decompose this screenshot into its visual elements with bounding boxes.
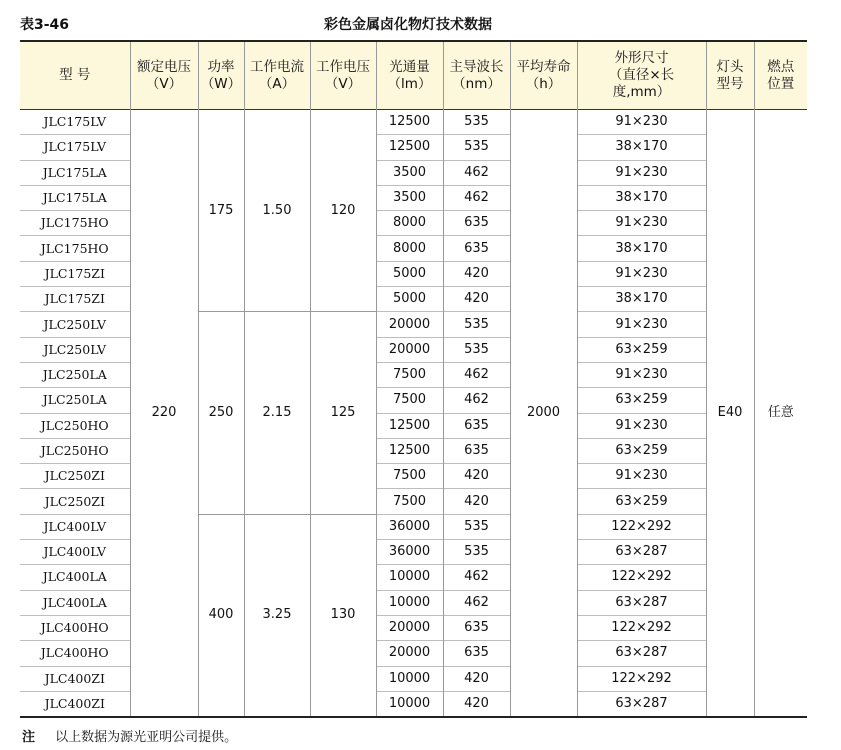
working-voltage-cell: 130 xyxy=(310,514,376,716)
note-label: 注 xyxy=(22,730,36,745)
flux-cell: 36000 xyxy=(376,540,443,565)
wavelength-cell: 535 xyxy=(443,312,510,337)
flux-cell: 8000 xyxy=(376,236,443,261)
dimensions-cell: 91×230 xyxy=(577,362,706,387)
wavelength-cell: 535 xyxy=(443,514,510,539)
model-cell: JLC175HO xyxy=(20,236,130,261)
working-voltage-cell: 125 xyxy=(310,312,376,514)
dimensions-cell: 63×259 xyxy=(577,337,706,362)
flux-cell: 36000 xyxy=(376,514,443,539)
header-flux: 光通量 （lm） xyxy=(376,42,443,110)
model-cell: JLC175ZI xyxy=(20,261,130,286)
wavelength-cell: 462 xyxy=(443,565,510,590)
burning-position-cell: 任意 xyxy=(754,110,807,717)
wavelength-cell: 420 xyxy=(443,666,510,691)
life-cell: 2000 xyxy=(510,110,577,717)
flux-cell: 12500 xyxy=(376,413,443,438)
note-text: 以上数据为源光亚明公司提供。 xyxy=(55,730,238,745)
header-wavelength: 主导波长 （nm） xyxy=(443,42,510,110)
model-cell: JLC400ZI xyxy=(20,691,130,716)
wavelength-cell: 535 xyxy=(443,110,510,135)
dimensions-cell: 63×287 xyxy=(577,590,706,615)
current-cell: 2.15 xyxy=(244,312,310,514)
flux-cell: 10000 xyxy=(376,590,443,615)
flux-cell: 10000 xyxy=(376,666,443,691)
dimensions-cell: 91×230 xyxy=(577,464,706,489)
model-cell: JLC175LA xyxy=(20,160,130,185)
dimensions-cell: 38×170 xyxy=(577,236,706,261)
model-cell: JLC400LA xyxy=(20,565,130,590)
header-rated-voltage: 额定电压 （V） xyxy=(130,42,198,110)
wavelength-cell: 635 xyxy=(443,438,510,463)
header-row xyxy=(20,42,807,110)
dimensions-cell: 38×170 xyxy=(577,135,706,160)
table-title: 彩色金属卤化物灯技术数据 xyxy=(324,17,492,33)
current-cell: 3.25 xyxy=(244,514,310,716)
header-model: 型 号 xyxy=(20,42,130,110)
wavelength-cell: 535 xyxy=(443,337,510,362)
header-current: 工作电流 （A） xyxy=(244,42,310,110)
flux-cell: 7500 xyxy=(376,362,443,387)
table-caption xyxy=(20,14,807,36)
wavelength-cell: 635 xyxy=(443,615,510,640)
model-cell: JLC400LV xyxy=(20,514,130,539)
flux-cell: 3500 xyxy=(376,160,443,185)
dimensions-cell: 63×259 xyxy=(577,438,706,463)
model-cell: JLC400HO xyxy=(20,615,130,640)
flux-cell: 12500 xyxy=(376,438,443,463)
header-life: 平均寿命 （h） xyxy=(510,42,577,110)
header-working-voltage: 工作电压 （V） xyxy=(310,42,376,110)
dimensions-cell: 63×259 xyxy=(577,489,706,514)
flux-cell: 20000 xyxy=(376,615,443,640)
dimensions-cell: 63×287 xyxy=(577,540,706,565)
wavelength-cell: 420 xyxy=(443,261,510,286)
model-cell: JLC400ZI xyxy=(20,666,130,691)
wavelength-cell: 462 xyxy=(443,362,510,387)
wavelength-cell: 420 xyxy=(443,464,510,489)
wavelength-cell: 462 xyxy=(443,160,510,185)
table-bottom-rule xyxy=(20,716,807,718)
dimensions-cell: 63×287 xyxy=(577,641,706,666)
model-cell: JLC250LA xyxy=(20,388,130,413)
table-body xyxy=(20,110,807,717)
dimensions-cell: 91×230 xyxy=(577,312,706,337)
wavelength-cell: 462 xyxy=(443,388,510,413)
wavelength-cell: 420 xyxy=(443,489,510,514)
header-dimensions: 外形尺寸 （直径×长 度,mm） xyxy=(577,42,706,110)
dimensions-cell: 122×292 xyxy=(577,666,706,691)
wavelength-cell: 635 xyxy=(443,413,510,438)
flux-cell: 8000 xyxy=(376,211,443,236)
power-cell: 175 xyxy=(198,110,244,312)
flux-cell: 5000 xyxy=(376,261,443,286)
dimensions-cell: 38×170 xyxy=(577,185,706,210)
rated-voltage-cell: 220 xyxy=(130,110,198,717)
model-cell: JLC250LA xyxy=(20,362,130,387)
model-cell: JLC175LV xyxy=(20,135,130,160)
flux-cell: 20000 xyxy=(376,312,443,337)
base-cell: E40 xyxy=(706,110,754,717)
model-cell: JLC175ZI xyxy=(20,287,130,312)
header-burning-position: 燃点 位置 xyxy=(754,42,807,110)
model-cell: JLC250HO xyxy=(20,413,130,438)
wavelength-cell: 635 xyxy=(443,236,510,261)
table-row xyxy=(20,110,807,135)
dimensions-cell: 122×292 xyxy=(577,514,706,539)
model-cell: JLC175LV xyxy=(20,110,130,135)
dimensions-cell: 38×170 xyxy=(577,287,706,312)
wavelength-cell: 635 xyxy=(443,211,510,236)
model-cell: JLC400LV xyxy=(20,540,130,565)
flux-cell: 3500 xyxy=(376,185,443,210)
dimensions-cell: 91×230 xyxy=(577,211,706,236)
model-cell: JLC250LV xyxy=(20,337,130,362)
dimensions-cell: 63×287 xyxy=(577,691,706,716)
wavelength-cell: 535 xyxy=(443,135,510,160)
model-cell: JLC400HO xyxy=(20,641,130,666)
flux-cell: 7500 xyxy=(376,489,443,514)
working-voltage-cell: 120 xyxy=(310,110,376,312)
dimensions-cell: 91×230 xyxy=(577,110,706,135)
model-cell: JLC250ZI xyxy=(20,489,130,514)
flux-cell: 7500 xyxy=(376,464,443,489)
flux-cell: 7500 xyxy=(376,388,443,413)
model-cell: JLC175HO xyxy=(20,211,130,236)
dimensions-cell: 63×259 xyxy=(577,388,706,413)
wavelength-cell: 420 xyxy=(443,691,510,716)
dimensions-cell: 91×230 xyxy=(577,413,706,438)
dimensions-cell: 122×292 xyxy=(577,565,706,590)
dimensions-cell: 91×230 xyxy=(577,160,706,185)
model-cell: JLC175LA xyxy=(20,185,130,210)
power-cell: 400 xyxy=(198,514,244,716)
model-cell: JLC250HO xyxy=(20,438,130,463)
lamp-spec-table xyxy=(20,42,807,716)
dimensions-cell: 122×292 xyxy=(577,615,706,640)
table-note xyxy=(22,726,237,745)
power-cell: 250 xyxy=(198,312,244,514)
flux-cell: 20000 xyxy=(376,641,443,666)
wavelength-cell: 462 xyxy=(443,590,510,615)
model-cell: JLC400LA xyxy=(20,590,130,615)
flux-cell: 5000 xyxy=(376,287,443,312)
header-base: 灯头 型号 xyxy=(706,42,754,110)
flux-cell: 12500 xyxy=(376,135,443,160)
flux-cell: 20000 xyxy=(376,337,443,362)
dimensions-cell: 91×230 xyxy=(577,261,706,286)
wavelength-cell: 462 xyxy=(443,185,510,210)
flux-cell: 10000 xyxy=(376,565,443,590)
current-cell: 1.50 xyxy=(244,110,310,312)
header-power: 功率 （W） xyxy=(198,42,244,110)
model-cell: JLC250ZI xyxy=(20,464,130,489)
wavelength-cell: 635 xyxy=(443,641,510,666)
wavelength-cell: 535 xyxy=(443,540,510,565)
flux-cell: 10000 xyxy=(376,691,443,716)
flux-cell: 12500 xyxy=(376,110,443,135)
table-number: 表3-46 xyxy=(20,17,70,33)
model-cell: JLC250LV xyxy=(20,312,130,337)
wavelength-cell: 420 xyxy=(443,287,510,312)
